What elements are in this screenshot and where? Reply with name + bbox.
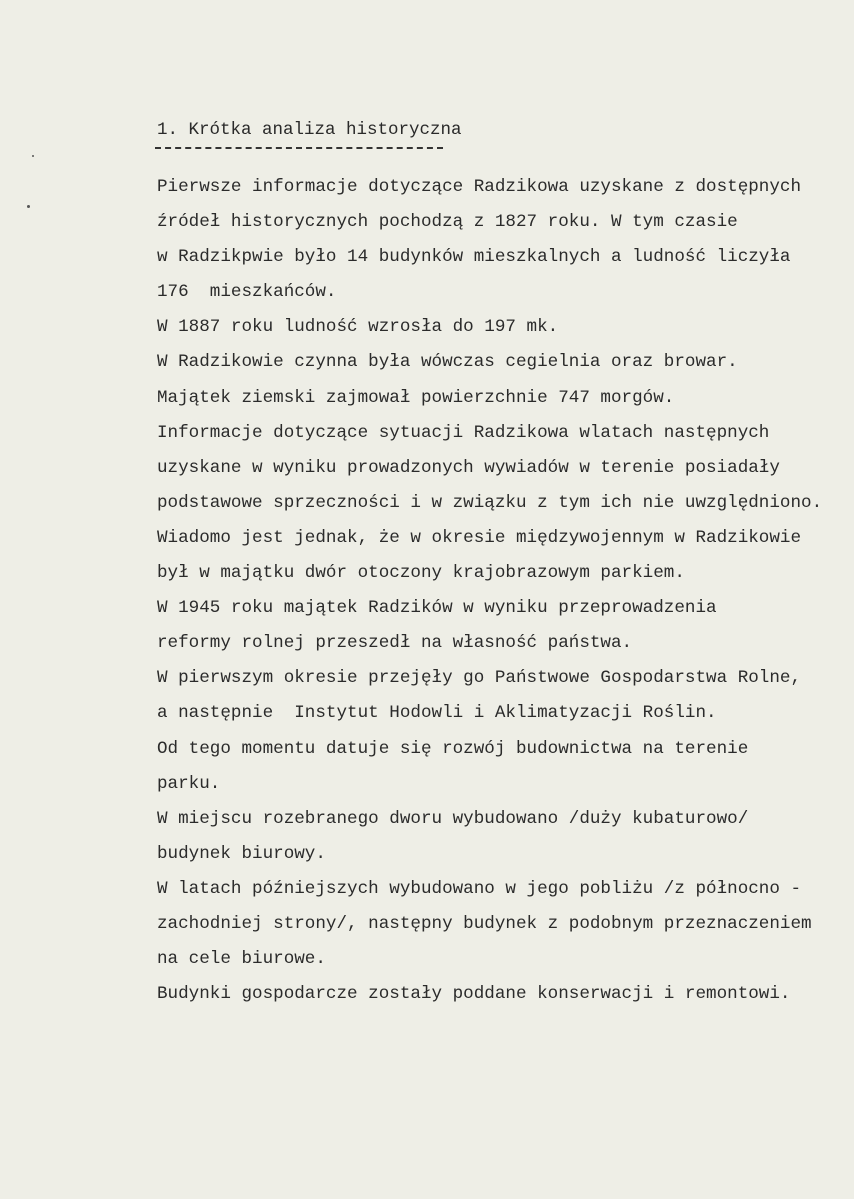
text-line: podstawowe sprzeczności i w związku z tym ich nie uwzględniono. <box>157 492 823 513</box>
text-line: Informacje dotyczące sytuacji Radzikowa wlatach następnych <box>157 422 770 443</box>
text-line: zachodniej strony/, następny budynek z podobnym przeznaczeniem <box>157 913 812 934</box>
paper-speck <box>32 155 34 157</box>
text-line: Budynki gospodarcze zostały poddane konserwacji i remontowi. <box>157 984 791 1005</box>
text-line: uzyskane w wyniku prowadzonych wywiadów w terenie posiadały <box>157 457 780 478</box>
text-line: W 1887 roku ludność wzrosła do 197 mk. <box>157 317 559 338</box>
paper-speck <box>27 205 30 208</box>
text-line: Pierwsze informacje dotyczące Radzikowa uzyskane z dostępnych <box>157 177 802 197</box>
text-line: Majątek ziemski zajmował powierzchnie 747 morgów. <box>157 387 675 408</box>
text-line: Od tego momentu datuje się rozwój budownictwa na terenie <box>157 738 749 759</box>
text-line: na cele biurowe. <box>157 949 326 970</box>
text-line: budynek biurowy. <box>157 843 326 864</box>
text-line: 176 mieszkańców. <box>157 282 337 303</box>
text-line: a następnie Instytut Hodowli i Aklimatyzacji Roślin. <box>157 703 717 724</box>
text-line: W latach późniejszych wybudowano w jego pobliżu /z północno - <box>157 878 802 899</box>
text-line: W pierwszym okresie przejęły go Państwowe Gospodarstwa Rolne, <box>157 668 802 689</box>
text-line: parku. <box>157 773 221 794</box>
text-line: źródeł historycznych pochodzą z 1827 roku. W tym czasie <box>157 212 738 233</box>
text-line: Wiadomo jest jednak, że w okresie międzywojennym w Radzikowie <box>157 527 802 548</box>
section-heading: 1. Krótka analiza historyczna <box>157 120 462 140</box>
text-line: W miejscu rozebranego dworu wybudowano /duży kubaturowo/ <box>157 808 749 829</box>
text-line: był w majątku dwór otoczony krajobrazowym parkiem. <box>157 563 685 584</box>
text-line: reformy rolnej przeszedł na własność państwa. <box>157 633 633 654</box>
text-line: W 1945 roku majątek Radzików w wyniku przeprowadzenia <box>157 598 717 619</box>
body-text <box>157 170 822 1012</box>
text-line: W Radzikowie czynna była wówczas cegielnia oraz browar. <box>157 352 738 373</box>
text-line: w Radzikpwie było 14 budynków mieszkalnych a ludność liczyła <box>157 247 791 268</box>
heading-underline <box>155 147 443 149</box>
